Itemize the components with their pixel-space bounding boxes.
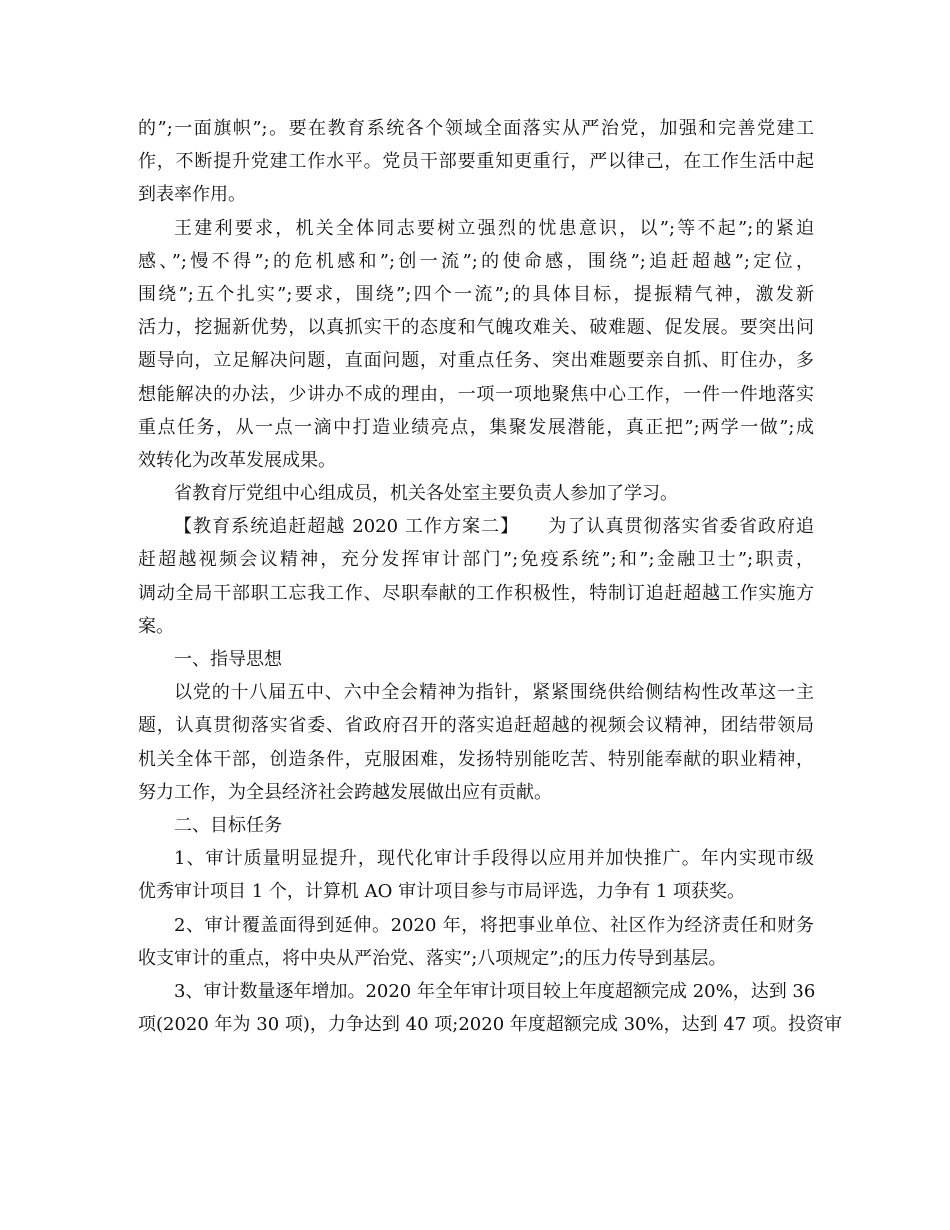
text-line: 2、审计覆盖面得到延伸。2020 年，将把事业单位、社区作为经济责任和财务 <box>174 914 814 936</box>
text-line: 项(2020 年为 30 项)，力争达到 40 项;2020 年度超额完成 30%，达到 47 项。投资审 <box>138 1014 842 1036</box>
text-line: 收支审计的重点，将中央从严治党、落实”;八项规定”;的压力传导到基层。 <box>138 947 727 969</box>
text-line: 围绕”;五个扎实”;要求，围绕”;四个一流”;的具体目标，提振精气神，激发新 <box>138 283 814 305</box>
text-line: 活力，挖掘新优势，以真抓实干的态度和气魄攻难关、破难题、促发展。要突出问 <box>138 317 814 339</box>
text-line: 到表率作用。 <box>138 184 246 206</box>
text-line: 省教育厅党组中心组成员，机关各处室主要负责人参加了学习。 <box>174 483 678 505</box>
text-line: 优秀审计项目 1 个，计算机 AO 审计项目参与市局评选，力争有 1 项获奖。 <box>138 881 745 903</box>
text-line: 1、审计质量明显提升，现代化审计手段得以应用并加快推广。年内实现市级 <box>174 848 814 870</box>
text-line: 题，认真贯彻落实省委、省政府召开的落实追赶超越的视频会议精神，团结带领局 <box>138 715 814 737</box>
text-line: 3、审计数量逐年增加。2020 年全年审计项目较上年度超额完成 20%，达到 36 <box>174 980 816 1002</box>
text-line: 一、指导思想 <box>174 649 282 670</box>
text-line: 王建利要求，机关全体同志要树立强烈的忧患意识，以”;等不起”;的紧迫 <box>174 217 814 239</box>
text-line: 调动全局干部职工忘我工作、尽职奉献的工作积极性，特制订追赶超越工作实施方 <box>138 582 814 604</box>
text-line: 案。 <box>138 615 174 637</box>
text-line: 题导向，立足解决问题，直面问题，对重点任务、突出难题要亲自抓、盯住办，多 <box>138 350 814 372</box>
text-line: 机关全体干部，创造条件，克服困难，发扬特别能吃苦、特别能奉献的职业精神， <box>138 748 814 770</box>
text-line: 作，不断提升党建工作水平。党员干部要重知更重行，严以律己，在工作生活中起 <box>138 151 814 173</box>
text-line: 效转化为改革发展成果。 <box>138 449 336 471</box>
document-page <box>138 112 842 1041</box>
text-line: 【教育系统追赶超越 2020 工作方案二】 为了认真贯彻落实省委省政府追 <box>174 516 814 538</box>
text-line: 以党的十八届五中、六中全会精神为指针，紧紧围绕供给侧结构性改革这一主 <box>174 682 814 704</box>
text-line: 努力工作，为全县经济社会跨越发展做出应有贡献。 <box>138 781 552 803</box>
text-line: 二、目标任务 <box>174 814 282 836</box>
text-line: 赶超越视频会议精神，充分发挥审计部门”;免疫系统”;和”;金融卫士”;职责， <box>138 549 814 571</box>
text-line: 想能解决的办法，少讲办不成的理由，一项一项地聚焦中心工作，一件一件地落实 <box>138 383 814 405</box>
text-line: 的”;一面旗帜”;。要在教育系统各个领域全面落实从严治党，加强和完善党建工 <box>138 118 814 139</box>
text-line: 感、”;慢不得”;的危机感和”;创一流”;的使命感，围绕”;追赶超越”;定位， <box>138 250 814 272</box>
text-line: 重点任务，从一点一滴中打造业绩亮点，集聚发展潜能，真正把”;两学一做”;成 <box>138 416 814 438</box>
